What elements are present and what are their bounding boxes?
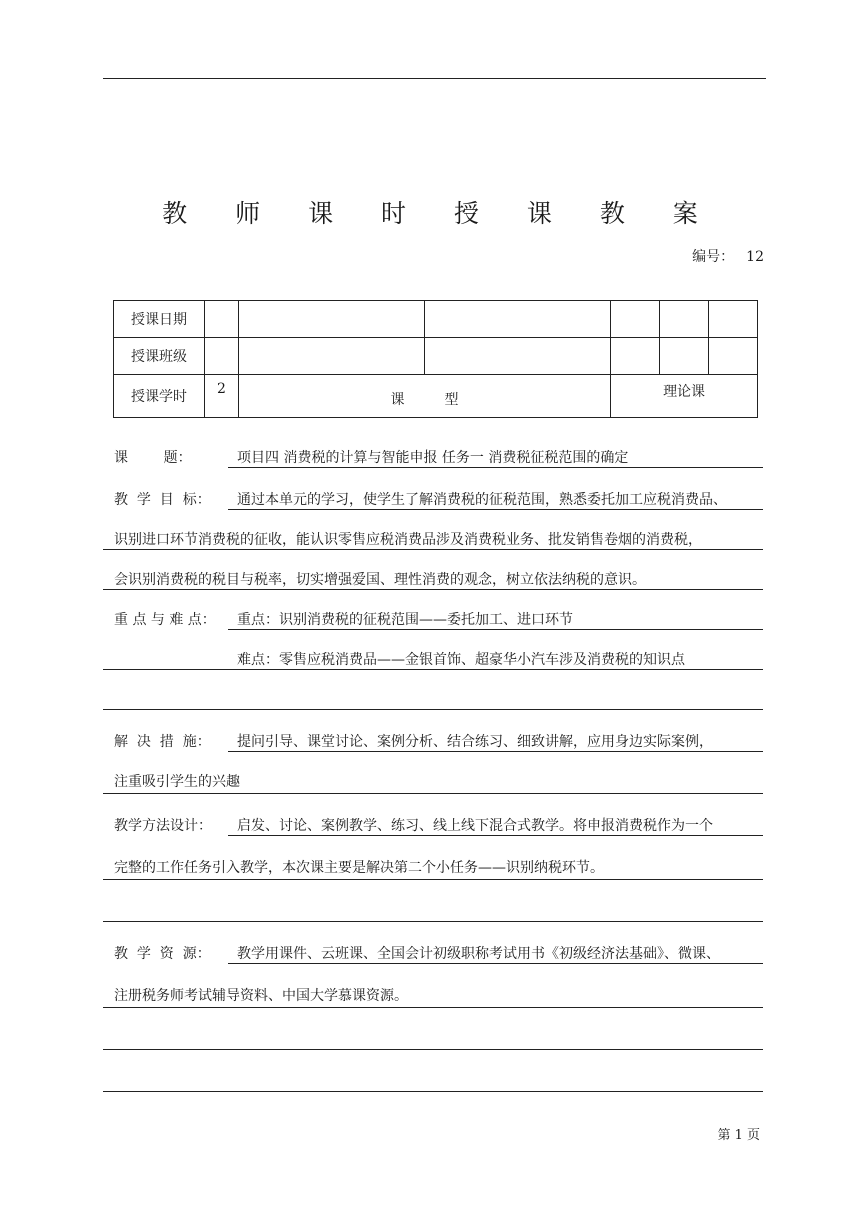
resources-line-1: 教学用课件、云班课、全国会计初级职称考试用书《初级经济法基础》、微课、: [237, 946, 720, 962]
date-label: 授课日期: [114, 301, 205, 338]
topic-label: 课 题：: [114, 450, 192, 466]
class-cell[interactable]: [611, 338, 660, 375]
class-label: 授课班级: [114, 338, 205, 375]
hours-value: 2: [205, 375, 239, 418]
serial-label: 编号：: [692, 249, 735, 265]
objectives-label: 教 学 目 标：: [114, 492, 211, 508]
info-table: [113, 300, 758, 418]
serial-value: 12: [746, 249, 764, 265]
date-cell[interactable]: [660, 301, 709, 338]
type-label: [238, 375, 610, 418]
objectives-line-3: 会识别消费税的税目与税率，切实增强爱国、理性消费的观念，树立依法纳税的意识。: [114, 572, 646, 588]
keypoints-underline-1: [228, 629, 763, 630]
resources-label: 教 学 资 源：: [114, 946, 211, 962]
resources-underline-2: [103, 1007, 763, 1008]
type-label-1: 课: [390, 392, 405, 408]
date-cell[interactable]: [708, 301, 757, 338]
blank-line: [103, 1091, 763, 1092]
measures-label: 解 决 措 施：: [114, 734, 211, 750]
table-row: [114, 338, 758, 375]
page-title: 教 师 课 时 授 课 教 案: [162, 199, 718, 228]
class-cell[interactable]: [238, 338, 424, 375]
date-cell[interactable]: [611, 301, 660, 338]
type-label-2: 型: [444, 392, 459, 408]
objectives-underline-2: [103, 549, 763, 550]
class-cell[interactable]: [708, 338, 757, 375]
class-cell[interactable]: [205, 338, 239, 375]
method-underline-2: [103, 879, 763, 880]
header-rule: [103, 78, 766, 79]
measures-underline-2: [103, 793, 763, 794]
topic-underline: [228, 467, 763, 468]
method-line-2: 完整的工作任务引入教学，本次课主要是解决第二个小任务——识别纳税环节。: [114, 860, 604, 876]
keypoints-key: 重点：识别消费税的征税范围——委托加工、进口环节: [237, 612, 573, 628]
objectives-underline-1: [228, 509, 763, 510]
page-number: 第 1 页: [717, 1128, 760, 1143]
serial-number: [692, 246, 764, 266]
topic-text: 项目四 消费税的计算与智能申报 任务一 消费税征税范围的确定: [237, 450, 629, 466]
keypoints-label: 重 点 与 难 点：: [114, 612, 216, 628]
objectives-underline-3: [103, 589, 763, 590]
method-line-1: 启发、讨论、案例教学、练习、线上线下混合式教学。将申报消费税作为一个: [237, 818, 713, 834]
method-underline-1: [228, 835, 763, 836]
class-cell[interactable]: [660, 338, 709, 375]
blank-line: [103, 921, 763, 922]
measures-line-2: 注重吸引学生的兴趣: [114, 774, 240, 790]
blank-line: [103, 1049, 763, 1050]
blank-line: [103, 709, 763, 710]
resources-underline-1: [228, 963, 763, 964]
date-cell[interactable]: [425, 301, 611, 338]
type-value: 理论课: [611, 375, 758, 418]
method-label: 教学方法设计：: [114, 818, 212, 834]
measures-line-1: 提问引导、课堂讨论、案例分析、结合练习、细致讲解，应用身边实际案例，: [237, 734, 713, 750]
objectives-line-2: 识别进口环节消费税的征收，能认识零售应税消费品涉及消费税业务、批发销售卷烟的消费税，: [114, 532, 702, 548]
date-cell[interactable]: [205, 301, 239, 338]
class-cell[interactable]: [425, 338, 611, 375]
date-cell[interactable]: [238, 301, 424, 338]
objectives-line-1: 通过本单元的学习，使学生了解消费税的征税范围，熟悉委托加工应税消费品、: [237, 492, 727, 508]
table-row: [114, 375, 758, 418]
keypoints-difficult: 难点：零售应税消费品——金银首饰、超豪华小汽车涉及消费税的知识点: [237, 652, 685, 668]
keypoints-underline-2: [103, 669, 763, 670]
hours-label: 授课学时: [114, 375, 205, 418]
table-row: [114, 301, 758, 338]
resources-line-2: 注册税务师考试辅导资料、中国大学慕课资源。: [114, 988, 408, 1004]
measures-underline-1: [228, 751, 763, 752]
